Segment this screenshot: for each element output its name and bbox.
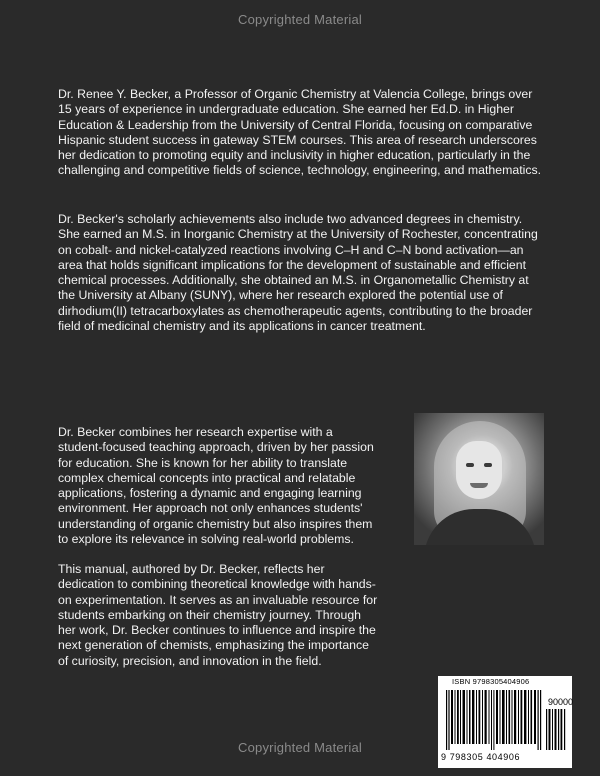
author-photo-face <box>456 441 502 499</box>
author-photo-smile <box>470 483 488 488</box>
bio-paragraph-1: Dr. Renee Y. Becker, a Professor of Organic Chemistry at Valencia College, brings over 15 years of experience in undergraduate education. She earned her Ed.D. in Higher Education & Leadership from the University of Central Florida, focusing on comparative Hispanic student success in gateway STEM courses. This area of research underscores her dedication to promoting equity and inclusivity in higher education, particularly in the challenging and competitive fields of science, technology, engineering, and mathematics. <box>58 87 542 178</box>
bio-paragraph-3: Dr. Becker combines her research expertise with a student-focused teaching approach, driven by her passion for education. She is known for her ability to translate complex chemical concepts into practical and relatable applications, fostering a dynamic and engaging learning environment. Her approach not only enhances students' understanding of organic chemistry but also inspires them to explore its relevance in solving real-world problems. <box>58 425 374 547</box>
author-photo-eye <box>466 463 474 467</box>
watermark-top: Copyrighted Material <box>238 12 362 27</box>
isbn-label: ISBN 9798305404906 <box>452 677 530 686</box>
bio-paragraph-2: Dr. Becker's scholarly achievements also include two advanced degrees in chemistry. She earned an M.S. in Inorganic Chemistry at the University of Rochester, concentrating on cobalt- and nickel-catalyzed reactions involving C–H and C–N bond activation—an area that holds significant implications for the development of sustainable and efficient chemical processes. Additionally, she obtained an M.S. in Organometallic Chemistry at the University at Albany (SUNY), where her research explored the potential use of dirhodium(II) tetracarboxylates as chemotherapeutic agents, contributing to the broader field of medicinal chemistry and its applications in cancer treatment. <box>58 212 538 334</box>
barcode-digits: 9 798305 404906 <box>441 752 521 762</box>
bio-paragraph-4: This manual, authored by Dr. Becker, reflects her dedication to combining theoretical knowledge with hands-on experimentation. It serves as an invaluable resource for students embarking on their chemistry journey. Through her work, Dr. Becker continues to influence and inspire the next generation of chemists, emphasizing the importance of curiosity, precision, and innovation in the field. <box>58 562 378 668</box>
author-photo <box>414 413 544 545</box>
price-code: 90000 <box>548 697 574 707</box>
author-photo-eye <box>484 463 492 467</box>
watermark-bottom: Copyrighted Material <box>238 740 362 755</box>
